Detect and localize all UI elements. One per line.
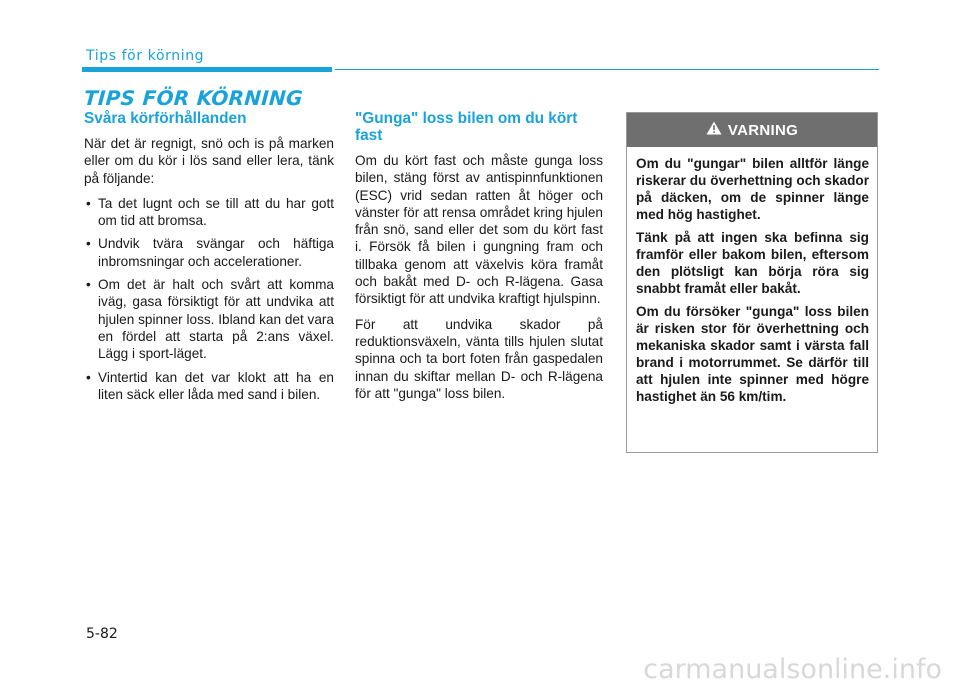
warning-header	[627, 113, 877, 147]
page-title: TIPS FÖR KÖRNING	[83, 86, 304, 110]
paragraph: För att undvika skador på reduktionsväxeln, vänta tills hjulen slutat spinna och ta bort foten från gaspedalen innan du skiftar mellan D- och R-lägena för att "gunga" loss bilen.	[355, 316, 603, 401]
intro-paragraph: När det är regnigt, snö och is på marken eller om du kör i lös sand eller lera, tänk på följande:	[84, 136, 334, 186]
list-item: • Undvik tvära svängar och häftiga inbromsningar och accelerationer.	[84, 235, 334, 270]
column-rock-free	[355, 110, 603, 410]
heading-difficult-conditions: Svåra körförhållanden	[84, 110, 247, 127]
warning-paragraph: Om du försöker "gunga" loss bilen är risken stor för överhettning och mekaniska skador samt i värsta fall brand i motorrummet. Se därför till att hjulen inte spinner med högre hastighet än 56 km/tim.	[636, 304, 869, 404]
section-label: Tips för körning	[86, 48, 205, 64]
list-item: • Vintertid kan det var klokt att ha en liten säck eller låda med sand i bilen.	[84, 369, 334, 404]
warning-title: VARNING	[727, 121, 799, 139]
header-rule-thick	[82, 67, 332, 72]
list-item: • Om det är halt och svårt att komma iväg, gasa försiktigt för att undvika att hjulen spinner loss. Ibland kan det vara en fördel att starta på 2:ans växel. Lägg i sport-läget.	[84, 276, 334, 362]
header-rule-thin	[335, 69, 879, 70]
warning-paragraph: Om du "gungar" bilen alltför länge riskerar du överhettning och skador på däcken, om de spinner länge med hög hastighet.	[636, 156, 869, 222]
warning-paragraph: Tänk på att ingen ska befinna sig framför eller bakom bilen, eftersom den plötsligt kan börja röra sig snabbt framåt eller bakåt.	[636, 230, 869, 296]
column-difficult-conditions	[84, 110, 334, 409]
tips-list	[84, 195, 334, 403]
warning-body	[627, 147, 877, 405]
paragraph: Om du kört fast och måste gunga loss bilen, stäng först av antispinnfunktionen (ESC) vrid sedan ratten åt höger och vänster för att rensa området kring hjulen från snö, sand eller det som du kört fast i. Försök få bilen i gungning fram och tillbaka genom att växelvis köra framåt och bakåt med D- och R-lägena. Gasa försiktigt för att undvika kraftigt hjulspinn.	[355, 153, 603, 307]
warning-triangle-icon	[706, 121, 722, 139]
list-item: • Ta det lugnt och se till att du har gott om tid att bromsa.	[84, 195, 334, 230]
warning-box	[626, 112, 878, 453]
page-number: 5-82	[86, 626, 118, 642]
heading-rock-free: "Gunga" loss bilen om du kört fast	[355, 110, 578, 144]
watermark: carmanualsonline.info	[643, 654, 942, 685]
